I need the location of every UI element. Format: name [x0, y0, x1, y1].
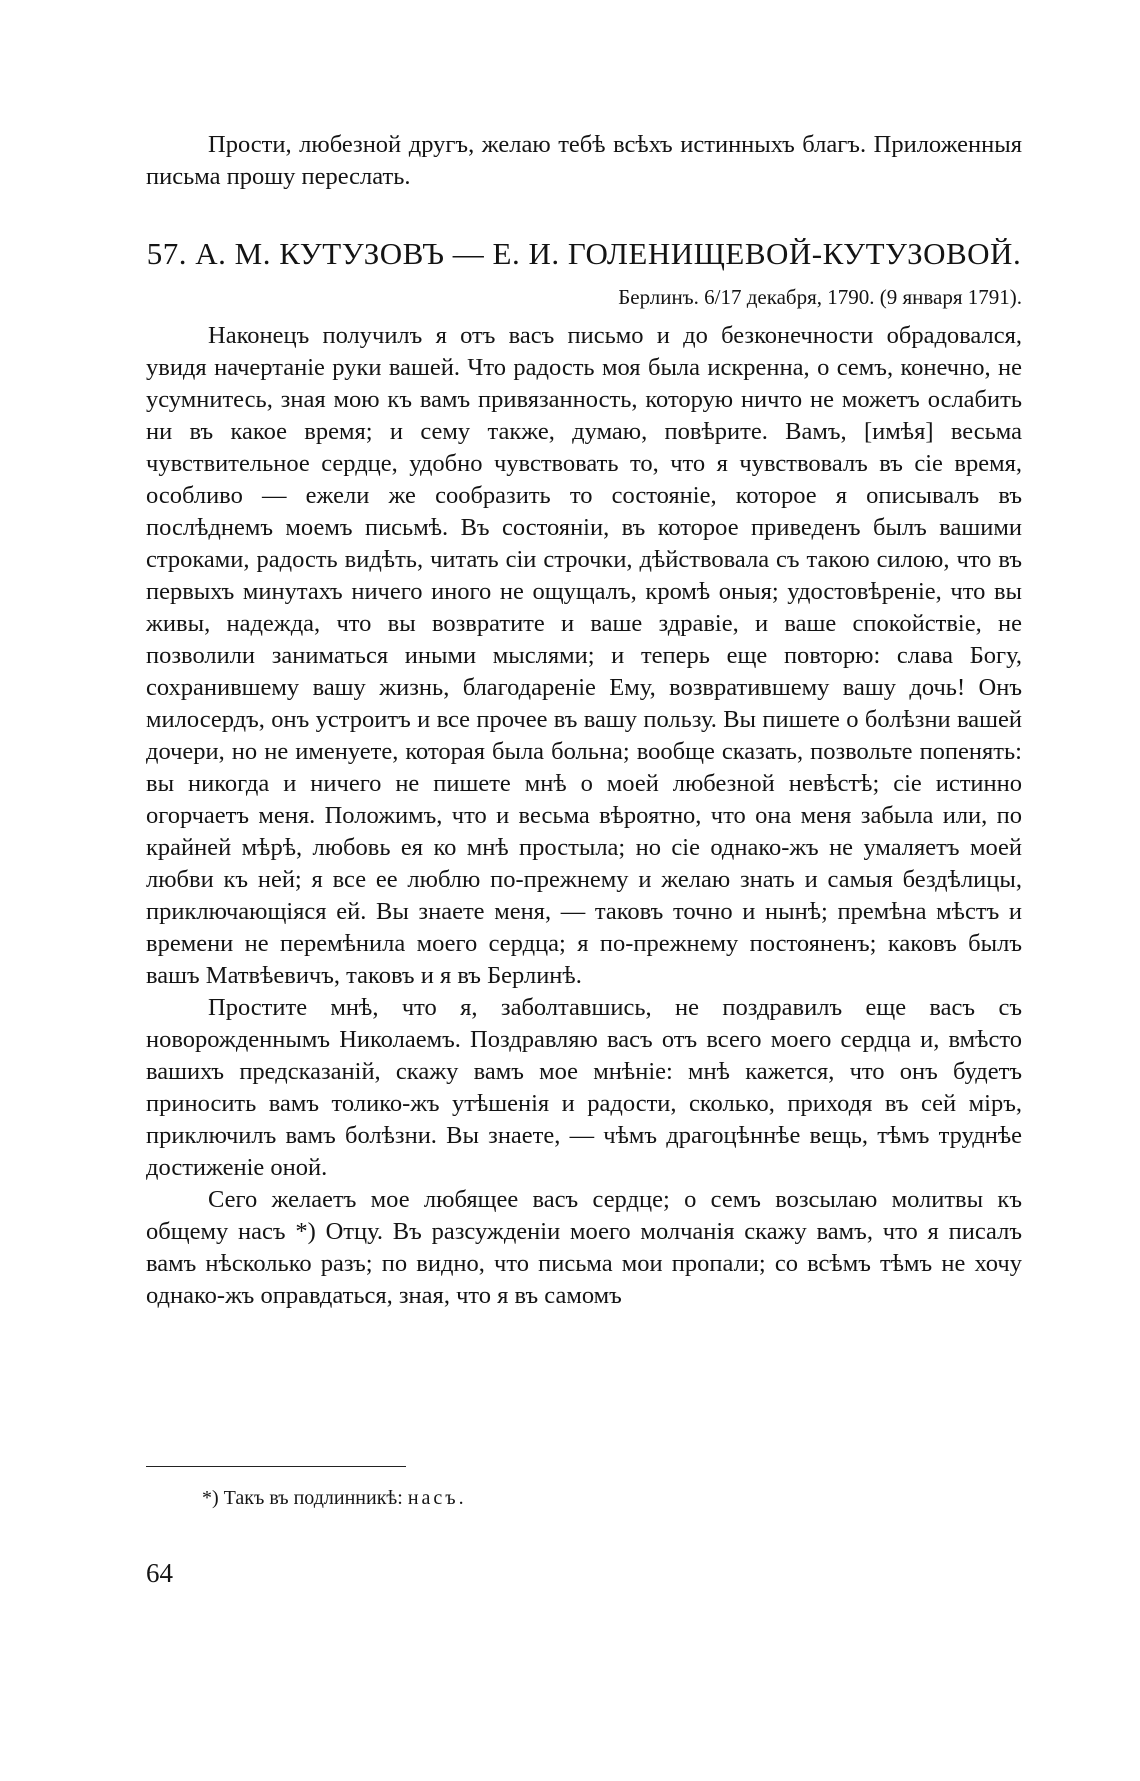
footnote-suffix: . [458, 1487, 464, 1509]
page-number: 64 [146, 1558, 173, 1588]
letter-paragraph: Наконецъ получилъ я отъ васъ письмо и до безконечности обрадовался, увидя начертаніе руки вашей. Что радость моя была искренна, о семъ, конечно, не усумнитесь, зная мою къ вамъ привязанность, которую ничто не можетъ ослабить ни въ какое время; и сему также, думаю, повѣрите. Вамъ, [имѣя] весьма чувствительное сердце, удобно чувствовать то, что я чувствовалъ въ сіе время, особливо — ежели же сообразить то состояніе, которое я описывалъ въ послѣднемъ моемъ письмѣ. Въ состояніи, въ которое приведенъ былъ вашими строками, радость видѣть, читать сіи строчки, дѣйствовала съ такою силою, что въ первыхъ минутахъ ничего иного не ощущалъ, кромѣ оныя; удостовѣреніе, что вы живы, надежда, что вы возвратите и ваше здравіе, и ваше спокойствіе, не позволили заниматься иными мыслями; и теперь еще повторю: слава Богу, сохранившему вашу жизнь, благодареніе Ему, возвратившему вашу дочь! Онъ милосердъ, онъ устроитъ и все прочее въ вашу пользу. Вы пишете о болѣзни вашей дочери, но не именуете, которая была больна; вообще сказать, позвольте попенять: вы никогда и ничего не пишете мнѣ о моей любезной невѣстѣ; сіе истинно огорчаетъ меня. Положимъ, что и весьма вѣроятно, что она меня забыла или, по крайней мѣрѣ, любовь ея ко мнѣ простыла; но сіе однако-жъ не умаляетъ моей любви къ ней; я все ее люблю по-прежнему и желаю знать и самыя бездѣлицы, приключающіяся ей. Вы знаете меня, — таковъ точно и нынѣ; премѣна мѣстъ и времени не перемѣнила моего сердца; я по-прежнему постояненъ; каковъ былъ вашъ Матвѣевичъ, таковъ и я въ Берлинѣ. [146, 322, 1022, 989]
intro-paragraph: Прости, любезной другъ, желаю тебѣ всѣхъ истинныхъ благъ. Приложенныя письма прошу переслать. [146, 131, 1022, 190]
letter-paragraph: Простите мнѣ, что я, заболтавшись, не поздравилъ еще васъ съ новорожденнымъ Николаемъ. Поздравляю васъ отъ всего моего сердца и, вмѣсто вашихъ предсказаній, скажу вамъ мое мнѣніе: мнѣ кажется, что онъ будетъ приносить вамъ толико-жъ утѣшенія и радости, сколько, приходя въ сей міръ, приключилъ вамъ болѣзни. Вы знаете, — чѣмъ драгоцѣннѣе вещь, тѣмъ труднѣе достиженіе оной. [146, 994, 1022, 1181]
letter-body [146, 320, 1022, 1312]
footnote-term: насъ [407, 1487, 459, 1509]
letter-dateline: Берлинъ. 6/17 декабря, 1790. (9 января 1791). [618, 285, 1022, 309]
intro-text [146, 129, 1022, 193]
footnote-prefix: *) Такъ въ подлинникѣ: [202, 1487, 408, 1509]
letter-paragraph: Сего желаетъ мое любящее васъ сердце; о семъ возсылаю молитвы къ общему насъ *) Отцу. Въ разсужденіи моего молчанія скажу вамъ, что я писалъ вамъ нѣсколько разъ; по видно, что письма мои пропали; со всѣмъ тѣмъ не хочу однако-жъ оправдаться, зная, что я въ самомъ [146, 1186, 1022, 1309]
footnote-divider [146, 1466, 406, 1467]
letter-heading: 57. А. М. КУТУЗОВЪ — Е. И. ГОЛЕНИЩЕВОЙ-КУТУЗОВОЙ. [146, 236, 1022, 271]
footnote [202, 1487, 464, 1510]
